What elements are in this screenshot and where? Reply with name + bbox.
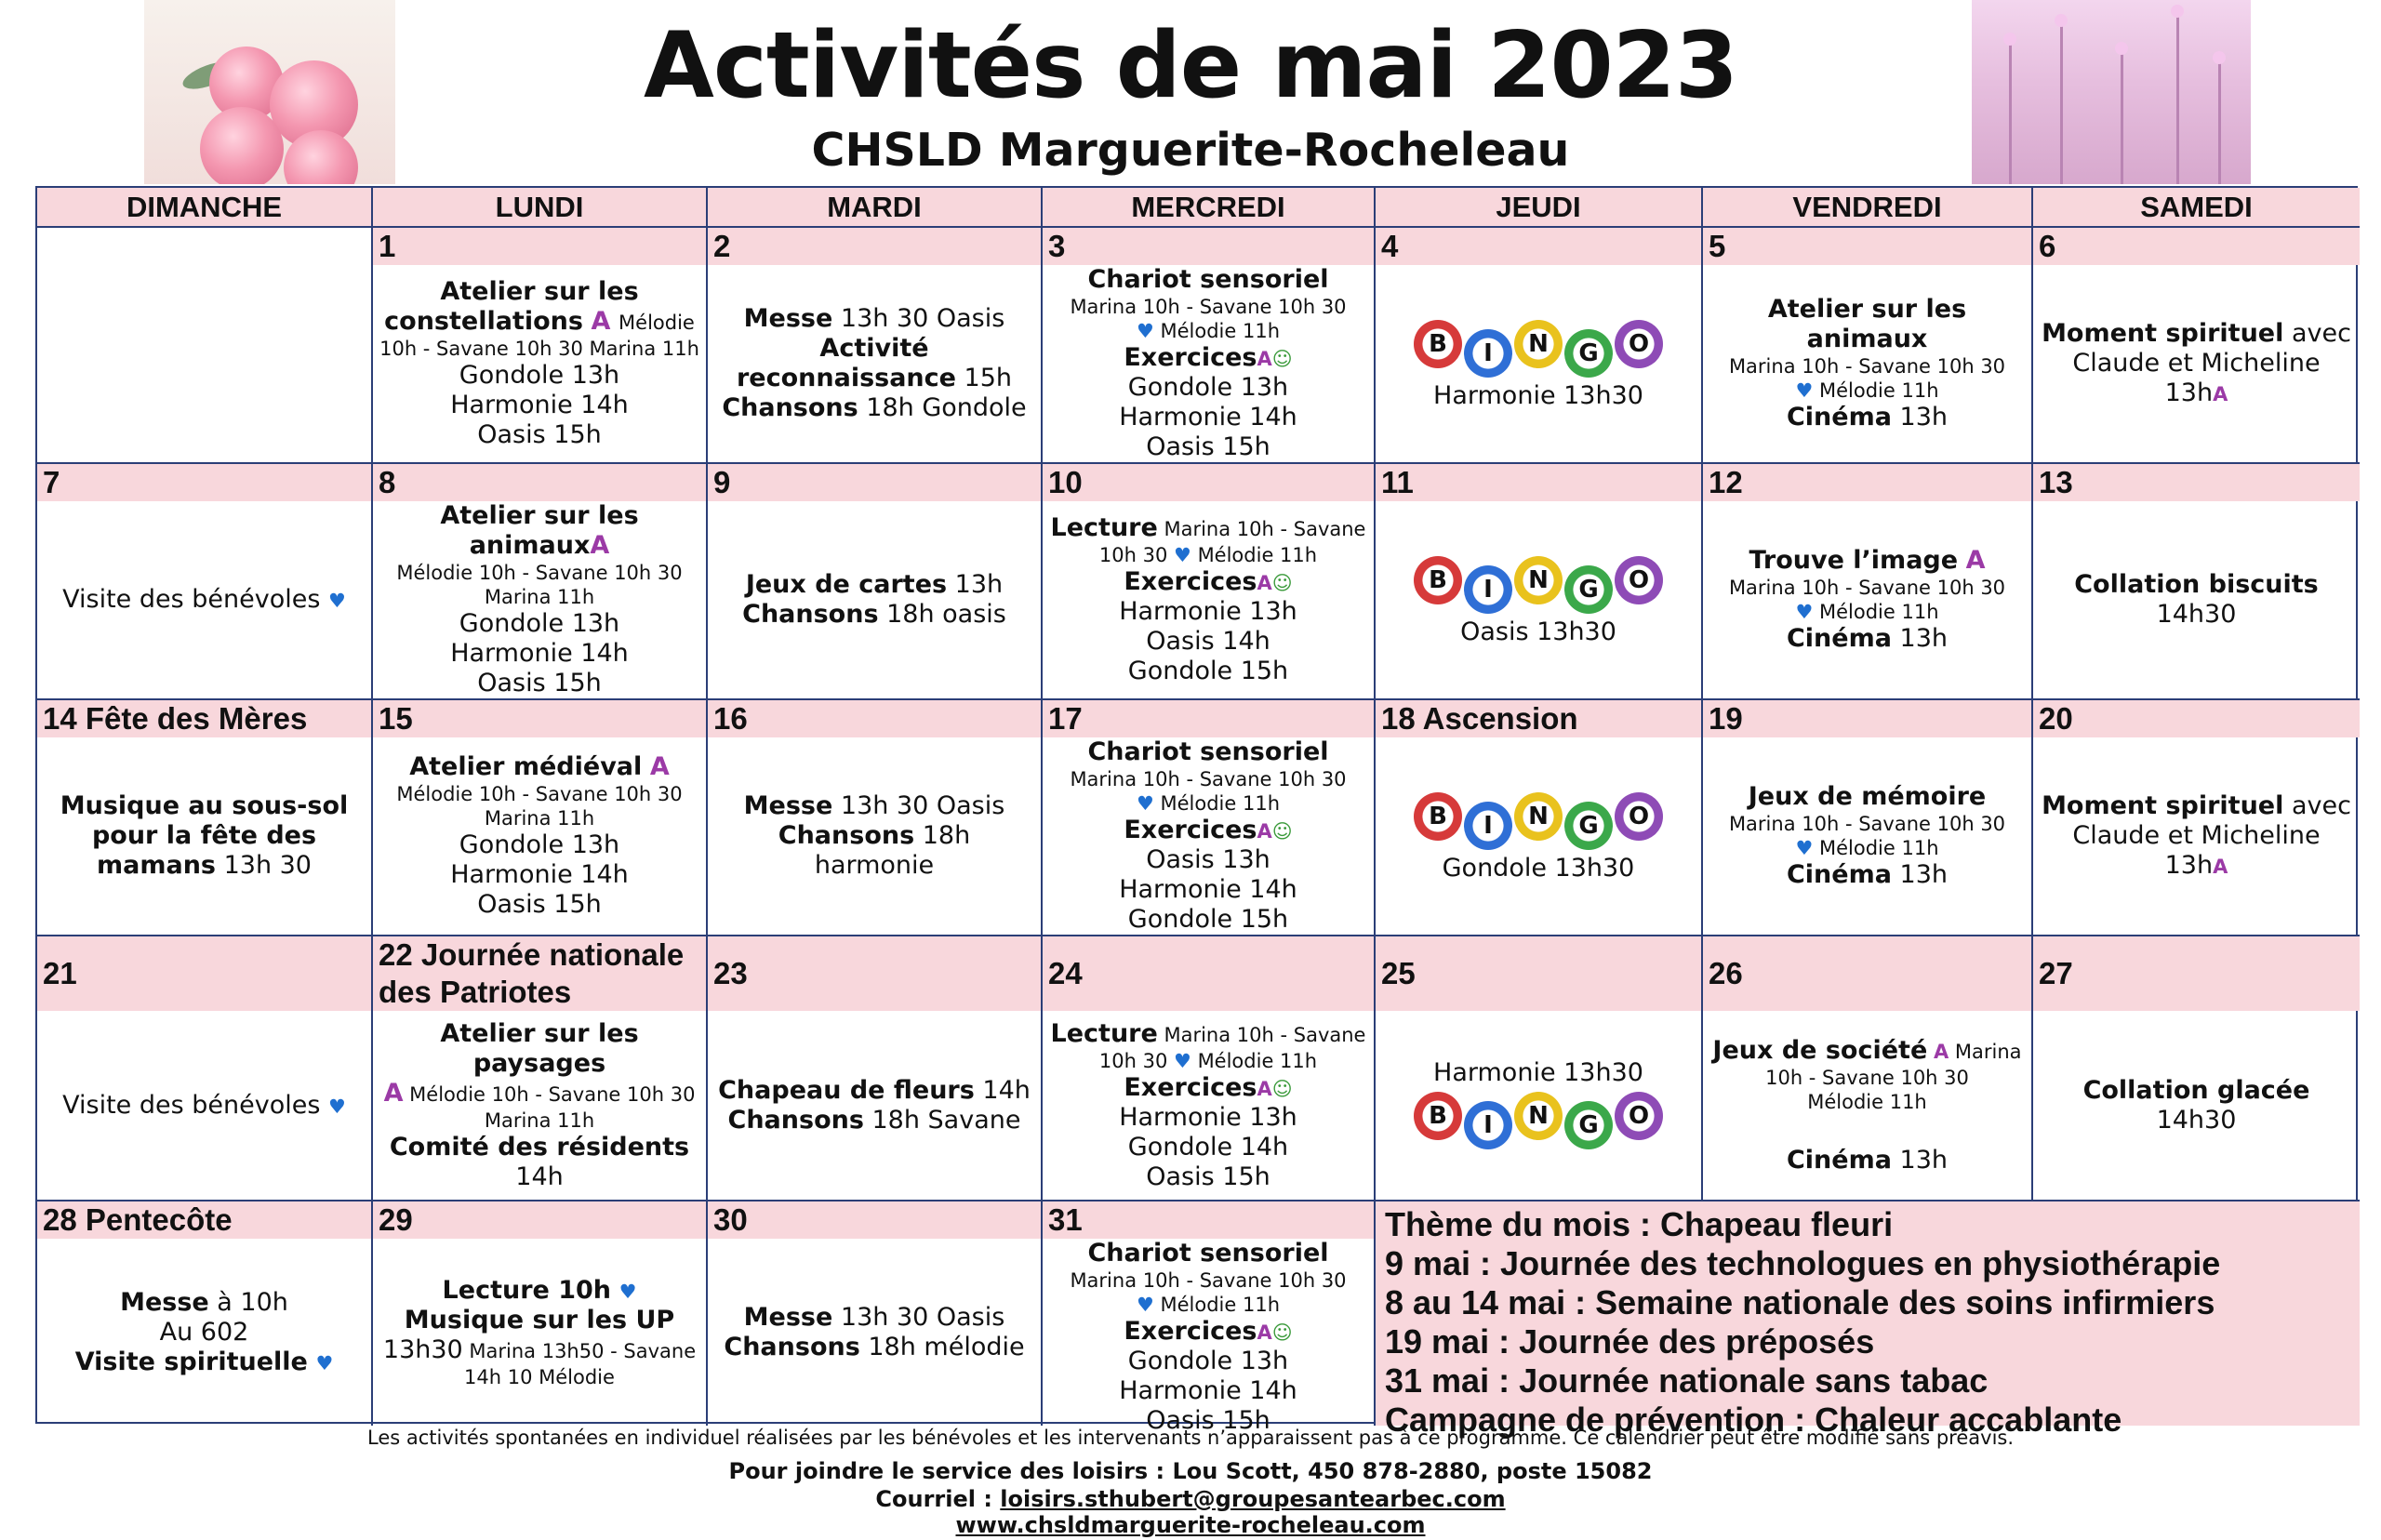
activity-detail: Gondole 13h30 <box>1442 854 1635 883</box>
smile-icon: ☺ <box>1271 572 1293 594</box>
activity-detail: 13h <box>1891 1145 1949 1175</box>
activity-title: Atelier sur les paysages <box>440 1018 639 1078</box>
activity-detail: Marina 10h - Savane <box>1157 518 1366 540</box>
website-link[interactable]: www.chsldmarguerite-rocheleau.com <box>955 1512 1426 1538</box>
activity-detail: Marina 10h - Savane 10h 30 <box>1070 1269 1347 1292</box>
activity-detail: 13h <box>1891 403 1949 431</box>
smile-icon: ☺ <box>1271 348 1293 370</box>
empty-day-cell <box>37 228 373 464</box>
activity-detail: 13h <box>1891 624 1949 653</box>
letter-a-icon: A <box>2213 383 2228 405</box>
activity-title: Chansons <box>722 393 858 422</box>
activity-title: Jeux de mémoire <box>1748 782 1987 811</box>
heart-icon: ♥ <box>1174 544 1191 566</box>
theme-line: 9 mai : Journée des technologues en physiothérapie <box>1385 1244 2221 1282</box>
day-number: 18 Ascension <box>1376 700 1701 737</box>
activity-title: Comité des résidents <box>389 1132 690 1162</box>
day-number: 6 <box>2033 228 2360 265</box>
activity-detail: 10h 30 <box>1098 1049 1168 1072</box>
activity-detail: Harmonie 14h <box>450 639 629 668</box>
day-number: 10 <box>1043 464 1374 501</box>
activity-title: Messe <box>743 1302 833 1332</box>
activity-detail: Mélodie 11h <box>1819 601 1939 623</box>
activity-title: Lecture <box>1050 513 1158 542</box>
activity-detail: Mélodie 11h <box>1197 1049 1318 1072</box>
heart-icon: ♥ <box>328 590 346 612</box>
activity-detail: Marina 11h <box>484 586 595 608</box>
day-number <box>2033 936 2360 1011</box>
activity-title: Activité <box>819 334 929 363</box>
activity-title: Jeux de société <box>1712 1035 1928 1065</box>
activity-detail: Mélodie 11h <box>1197 544 1318 566</box>
activity-detail: Gondole 13h <box>459 830 620 859</box>
activity-detail: Visite des bénévoles <box>62 585 321 614</box>
weekday-header: SAMEDI <box>2033 188 2360 228</box>
activity-title: Chansons <box>727 1105 864 1135</box>
day-number: 12 <box>1703 464 2031 501</box>
activity-detail: Gondole 14h <box>1127 1132 1289 1162</box>
theme-line: Thème du mois : Chapeau fleuri <box>1385 1205 1894 1243</box>
activity-detail: Mélodie 10h - Savane 10h 30 <box>396 562 683 584</box>
day-cell-8 <box>373 464 708 700</box>
activity-detail: Oasis 13h30 <box>1460 617 1616 646</box>
bingo-ball-g: G <box>1564 1101 1613 1149</box>
day-cell-14 <box>37 700 373 936</box>
heart-icon: ♥ <box>1136 1294 1154 1316</box>
heart-icon: ♥ <box>1136 320 1154 342</box>
activity-detail: 18h <box>914 821 971 850</box>
bingo-ball-i: I <box>1464 329 1512 378</box>
day-cell-19 <box>1703 700 2033 936</box>
activity-title: Jeux de cartes <box>745 570 948 599</box>
day-number: 22 Journée nationale des Patriotes <box>373 936 706 1011</box>
bingo-ball-o: O <box>1615 556 1663 604</box>
heart-icon: ♥ <box>1795 837 1814 859</box>
theme-line: 8 au 14 mai : Semaine nationale des soins infirmiers <box>1385 1283 2215 1321</box>
smile-icon: ☺ <box>1271 1077 1293 1100</box>
activity-detail: Harmonie 13h <box>1119 597 1297 626</box>
email-label: Courriel : <box>875 1486 1001 1512</box>
bingo-logo <box>1414 320 1663 378</box>
activity-detail: 15h <box>955 364 1013 392</box>
activity-detail: Oasis 15h <box>477 669 602 697</box>
activity-detail: Marina 13h50 - Savane <box>462 1339 697 1362</box>
activity-detail: 13h <box>1891 860 1949 889</box>
activity-title: Atelier sur les <box>440 277 639 306</box>
activity-title: Exercices <box>1124 343 1257 372</box>
activity-title: Messe <box>743 791 833 820</box>
day-cell-26 <box>1703 936 2033 1201</box>
activity-detail: 18h Savane <box>863 1105 1021 1135</box>
activity-detail: Marina 10h - Savane <box>1157 1023 1366 1046</box>
day-cell-22 <box>373 936 708 1201</box>
weekday-header: MERCREDI <box>1043 188 1376 228</box>
bingo-ball-n: N <box>1514 320 1563 368</box>
activity-detail: 13h 30 Oasis <box>832 304 1005 333</box>
day-cell-24 <box>1043 936 1376 1201</box>
letter-a-icon: A <box>1257 820 1272 843</box>
weekday-header: DIMANCHE <box>37 188 373 228</box>
activity-title: Cinéma <box>1786 624 1892 653</box>
theme-line: 19 mai : Journée des préposés <box>1385 1322 1875 1361</box>
bingo-ball-i: I <box>1464 802 1512 850</box>
letter-a-icon: A <box>1257 1077 1272 1100</box>
activity-title: Chariot sensoriel <box>1087 737 1329 766</box>
activity-detail: avec <box>2283 319 2351 348</box>
activity-detail: 13h <box>2164 378 2214 407</box>
day-cell-11 <box>1376 464 1703 700</box>
bingo-ball-b: B <box>1414 556 1462 604</box>
day-cell-31 <box>1043 1201 1376 1435</box>
heart-icon: ♥ <box>1174 1049 1191 1072</box>
activity-detail: Oasis 15h <box>477 420 602 449</box>
activity-detail: 13h 30 Oasis <box>832 791 1005 820</box>
bingo-ball-n: N <box>1514 792 1563 841</box>
day-cell-12 <box>1703 464 2033 700</box>
activity-detail: Mélodie 10h - Savane 10h 30 <box>409 1082 696 1106</box>
day-cell-7 <box>37 464 373 700</box>
day-number <box>1703 936 2031 1011</box>
activity-detail: Marina 10h - Savane 10h 30 <box>1070 768 1347 790</box>
day-cell-23 <box>708 936 1043 1201</box>
day-number <box>1043 936 1374 1011</box>
bingo-ball-b: B <box>1414 320 1462 368</box>
activity-title: Exercices <box>1124 1317 1257 1346</box>
activity-detail: Gondole 15h <box>1127 905 1289 934</box>
day-cell-1 <box>373 228 708 464</box>
activity-title: Collation glacée <box>2082 1075 2310 1105</box>
bingo-logo <box>1414 556 1663 614</box>
activity-detail: 14h <box>515 1162 564 1191</box>
activity-detail: Marina 11h <box>484 1109 595 1132</box>
smile-icon: ☺ <box>1271 1321 1293 1344</box>
activity-detail: 14h30 <box>2156 600 2237 629</box>
activity-detail: Mélodie 11h <box>1160 320 1281 342</box>
day-cell-10 <box>1043 464 1376 700</box>
activity-title: Atelier sur les animaux <box>1767 295 1967 353</box>
heart-icon: ♥ <box>315 1351 334 1374</box>
activity-detail: Mélodie 11h <box>1160 792 1281 815</box>
bingo-ball-g: G <box>1564 329 1613 378</box>
activity-title: Exercices <box>1124 816 1257 844</box>
letter-a-icon: A <box>590 531 610 560</box>
theme-line: Campagne de prévention : Chaleur accablante <box>1385 1401 2122 1439</box>
activity-title: pour la fête des <box>91 821 317 850</box>
day-number-text: 26 <box>1709 956 1743 990</box>
day-number: 3 <box>1043 228 1374 265</box>
activity-title: Moment spirituel <box>2042 791 2284 820</box>
activity-title: Atelier sur les animaux <box>440 501 639 560</box>
activity-title: Cinéma <box>1786 860 1892 889</box>
day-number: 1 <box>373 228 706 265</box>
activity-detail: Mélodie 11h <box>1807 1090 1927 1113</box>
bingo-ball-n: N <box>1514 1092 1563 1140</box>
day-number: 28 Pentecôte <box>37 1201 371 1239</box>
activity-detail: Gondole 13h <box>459 609 620 638</box>
activity-detail: Mélodie 11h <box>1819 837 1939 859</box>
day-number: 29 <box>373 1201 706 1239</box>
day-number: 20 <box>2033 700 2360 737</box>
letter-a-icon: A <box>2213 856 2228 878</box>
activity-title: reconnaissance <box>736 364 956 392</box>
day-number: 2 <box>708 228 1041 265</box>
day-cell-15 <box>373 700 708 936</box>
day-cell-9 <box>708 464 1043 700</box>
activity-detail: Claude et Micheline <box>2072 349 2321 378</box>
disclaimer-note: Les activités spontanées en individuel réalisées par les bénévoles et les intervenants n’apparaissent pas à ce programme. Ce calendrier peut être modifié sans préavis. <box>366 1427 2015 1449</box>
day-number <box>708 936 1041 1011</box>
activity-title: Chariot sensoriel <box>1087 265 1329 294</box>
weekday-header: VENDREDI <box>1703 188 2033 228</box>
activity-detail: Harmonie 13h30 <box>1433 1057 1643 1087</box>
activity-title: Cinéma <box>1786 403 1892 431</box>
activity-title: Musique sur les UP <box>404 1305 675 1334</box>
activity-title: Exercices <box>1124 1072 1257 1102</box>
activity-title: Messe <box>120 1287 209 1317</box>
letter-a-icon: A <box>1965 546 1986 575</box>
day-number <box>37 936 371 1011</box>
activity-detail: 18h Gondole <box>858 393 1027 422</box>
day-number: 5 <box>1703 228 2031 265</box>
bingo-ball-g: G <box>1564 802 1613 850</box>
bingo-ball-b: B <box>1414 792 1462 841</box>
day-number: 8 <box>373 464 706 501</box>
email-link[interactable]: loisirs.sthubert@groupesantearbec.com <box>1000 1486 1506 1512</box>
day-number: 30 <box>708 1201 1041 1239</box>
activity-detail: à 10h <box>208 1287 288 1317</box>
day-number: 17 <box>1043 700 1374 737</box>
letter-a-icon: A <box>1257 348 1272 370</box>
day-cell-29 <box>373 1201 708 1426</box>
bingo-logo <box>1414 792 1663 850</box>
activity-detail: Marina 11h <box>484 807 595 830</box>
letter-a-icon: A <box>591 307 611 336</box>
letter-a-icon: A <box>1257 1321 1272 1344</box>
day-cell-2 <box>708 228 1043 464</box>
activity-detail: Marina 10h - Savane 10h 30 <box>1070 296 1347 318</box>
weekday-header: JEUDI <box>1376 188 1703 228</box>
activity-detail: Mélodie 11h <box>1160 1294 1281 1316</box>
day-number: 16 <box>708 700 1041 737</box>
activity-detail: 14h <box>974 1075 1031 1105</box>
activity-detail: Mélodie 11h <box>1819 379 1939 402</box>
day-number-text: 21 <box>43 956 77 990</box>
letter-a-icon: A <box>1933 1040 1949 1063</box>
day-cell-13 <box>2033 464 2360 700</box>
activity-title: constellations <box>384 307 583 336</box>
activity-detail: Marina 10h - Savane 10h 30 <box>1728 577 2006 599</box>
activity-title: Chansons <box>778 821 915 850</box>
activity-detail: Claude et Micheline <box>2072 821 2321 850</box>
day-cell-20 <box>2033 700 2360 936</box>
day-cell-25 <box>1376 936 1703 1201</box>
day-number-text: 27 <box>2039 956 2073 990</box>
activity-detail: avec <box>2283 791 2351 820</box>
activity-title: Lecture 10h <box>442 1275 612 1305</box>
page-subtitle: CHSLD Marguerite-Rocheleau <box>811 124 1570 177</box>
day-cell-28 <box>37 1201 373 1426</box>
activity-detail: 10h - Savane 10h 30 <box>1765 1066 1969 1089</box>
activity-detail: Gondole 15h <box>1127 657 1289 685</box>
activity-title: Trouve l’image <box>1749 546 1959 575</box>
day-cell-27 <box>2033 936 2360 1201</box>
bingo-ball-g: G <box>1564 565 1613 614</box>
activity-detail: Harmonie 13h30 <box>1433 381 1643 410</box>
activity-detail: harmonie <box>814 851 935 880</box>
day-number: 19 <box>1703 700 2031 737</box>
heart-icon: ♥ <box>328 1095 346 1118</box>
activity-detail: Oasis 15h <box>1146 1162 1270 1191</box>
activity-detail: Gondole 13h <box>459 361 620 390</box>
activity-title: Collation biscuits <box>2074 570 2319 599</box>
activity-detail: Au 602 <box>159 1317 249 1347</box>
heart-icon: ♥ <box>1795 601 1814 623</box>
activity-title: Musique au sous-sol <box>60 791 349 820</box>
activity-detail: Harmonie 14h <box>1119 875 1297 904</box>
activity-title: Chapeau de fleurs <box>718 1075 975 1105</box>
day-number: 7 <box>37 464 371 501</box>
activity-detail: Oasis 13h <box>1146 845 1270 874</box>
activity-detail: 10h - Savane 10h 30 Marina 11h <box>379 338 699 360</box>
day-cell-4 <box>1376 228 1703 464</box>
letter-a-icon: A <box>1257 572 1272 594</box>
activity-title: Atelier médiéval <box>409 752 643 781</box>
day-cell-6 <box>2033 228 2360 464</box>
activity-detail: Harmonie 14h <box>1119 403 1297 431</box>
activity-title: Visite spirituelle <box>74 1347 308 1376</box>
day-number: 13 <box>2033 464 2360 501</box>
monthly-theme-box <box>1376 1201 2360 1439</box>
bingo-ball-b: B <box>1414 1092 1462 1140</box>
day-cell-5 <box>1703 228 2033 464</box>
activity-detail: Harmonie 14h <box>1119 1376 1297 1405</box>
activity-detail: Visite des bénévoles <box>62 1090 321 1120</box>
activity-detail: 13h <box>2164 851 2214 880</box>
heart-icon: ♥ <box>619 1280 637 1303</box>
bingo-ball-o: O <box>1615 792 1663 841</box>
day-number: 15 <box>373 700 706 737</box>
activity-detail: Marina 10h - Savane 10h 30 <box>1728 813 2006 835</box>
activity-detail: 13h 30 Oasis <box>832 1302 1005 1332</box>
activity-detail: Gondole 13h <box>1127 1347 1289 1375</box>
activity-detail: Marina 10h - Savane 10h 30 <box>1728 355 2006 378</box>
activity-detail: Harmonie 14h <box>450 391 629 419</box>
activity-detail: Mélodie 10h - Savane 10h 30 <box>396 783 683 805</box>
bingo-logo <box>1414 1092 1663 1149</box>
bingo-ball-i: I <box>1464 565 1512 614</box>
page-title: Activités de mai 2023 <box>643 13 1738 119</box>
activity-detail: Harmonie 13h <box>1119 1102 1297 1132</box>
activity-detail: 13h30 <box>382 1334 463 1364</box>
activity-title: Chansons <box>742 600 879 629</box>
bingo-ball-o: O <box>1615 1092 1663 1140</box>
theme-line: 31 mai : Journée nationale sans tabac <box>1385 1361 1989 1400</box>
weekday-header: MARDI <box>708 188 1043 228</box>
activity-title: Cinéma <box>1786 1145 1892 1175</box>
activity-detail: Mélodie <box>619 312 695 334</box>
day-cell-30 <box>708 1201 1043 1426</box>
activity-detail: Harmonie 14h <box>450 860 629 889</box>
activity-detail: 13h 30 <box>216 851 312 880</box>
activity-detail: Gondole 13h <box>1127 373 1289 402</box>
activity-detail: Oasis 15h <box>1146 1406 1270 1435</box>
day-number: 4 <box>1376 228 1701 265</box>
activity-title: Lecture <box>1050 1018 1158 1048</box>
website-line <box>0 1512 2381 1538</box>
activity-title: Chansons <box>724 1332 860 1361</box>
activity-detail: 13h <box>947 570 1004 599</box>
day-number: 14 Fête des Mères <box>37 700 371 737</box>
day-cell-3 <box>1043 228 1376 464</box>
activity-detail: 18h mélodie <box>859 1332 1025 1361</box>
day-number-text: 24 <box>1048 956 1083 990</box>
day-cell-18 <box>1376 700 1703 936</box>
activity-detail: Oasis 15h <box>477 890 602 919</box>
heart-icon: ♥ <box>1795 379 1814 402</box>
activity-title: Messe <box>743 304 833 333</box>
smile-icon: ☺ <box>1271 820 1293 843</box>
day-cell-16 <box>708 700 1043 936</box>
contact-info: Pour joindre le service des loisirs : Lou Scott, 450 878-2880, poste 15082 <box>728 1458 1653 1484</box>
day-number <box>1376 936 1701 1011</box>
day-number: 31 <box>1043 1201 1374 1239</box>
day-cell-17 <box>1043 700 1376 936</box>
bingo-ball-o: O <box>1615 320 1663 368</box>
activity-detail: Oasis 15h <box>1146 432 1270 461</box>
email-line <box>0 1486 2381 1512</box>
activity-title: Moment spirituel <box>2042 319 2284 348</box>
activity-title: Chariot sensoriel <box>1087 1239 1329 1268</box>
activity-detail: 10h 30 <box>1098 544 1168 566</box>
day-number-text: 23 <box>713 956 748 990</box>
letter-a-icon: A <box>383 1078 404 1108</box>
day-number-text: 25 <box>1381 956 1416 990</box>
weekday-header: LUNDI <box>373 188 708 228</box>
activity-detail: Oasis 14h <box>1146 627 1270 656</box>
activity-detail: Marina <box>1954 1040 2022 1063</box>
day-number: 9 <box>708 464 1041 501</box>
activity-detail: 14h 10 Mélodie <box>464 1365 615 1388</box>
activity-detail: 14h30 <box>2156 1105 2237 1135</box>
bingo-ball-i: I <box>1464 1101 1512 1149</box>
day-cell-21 <box>37 936 373 1201</box>
activity-title: mamans <box>97 851 216 880</box>
letter-a-icon: A <box>649 752 670 781</box>
activity-title: Exercices <box>1124 567 1257 596</box>
bingo-ball-n: N <box>1514 556 1563 604</box>
activity-detail: 18h oasis <box>878 600 1006 629</box>
heart-icon: ♥ <box>1136 792 1154 815</box>
day-number: 11 <box>1376 464 1701 501</box>
